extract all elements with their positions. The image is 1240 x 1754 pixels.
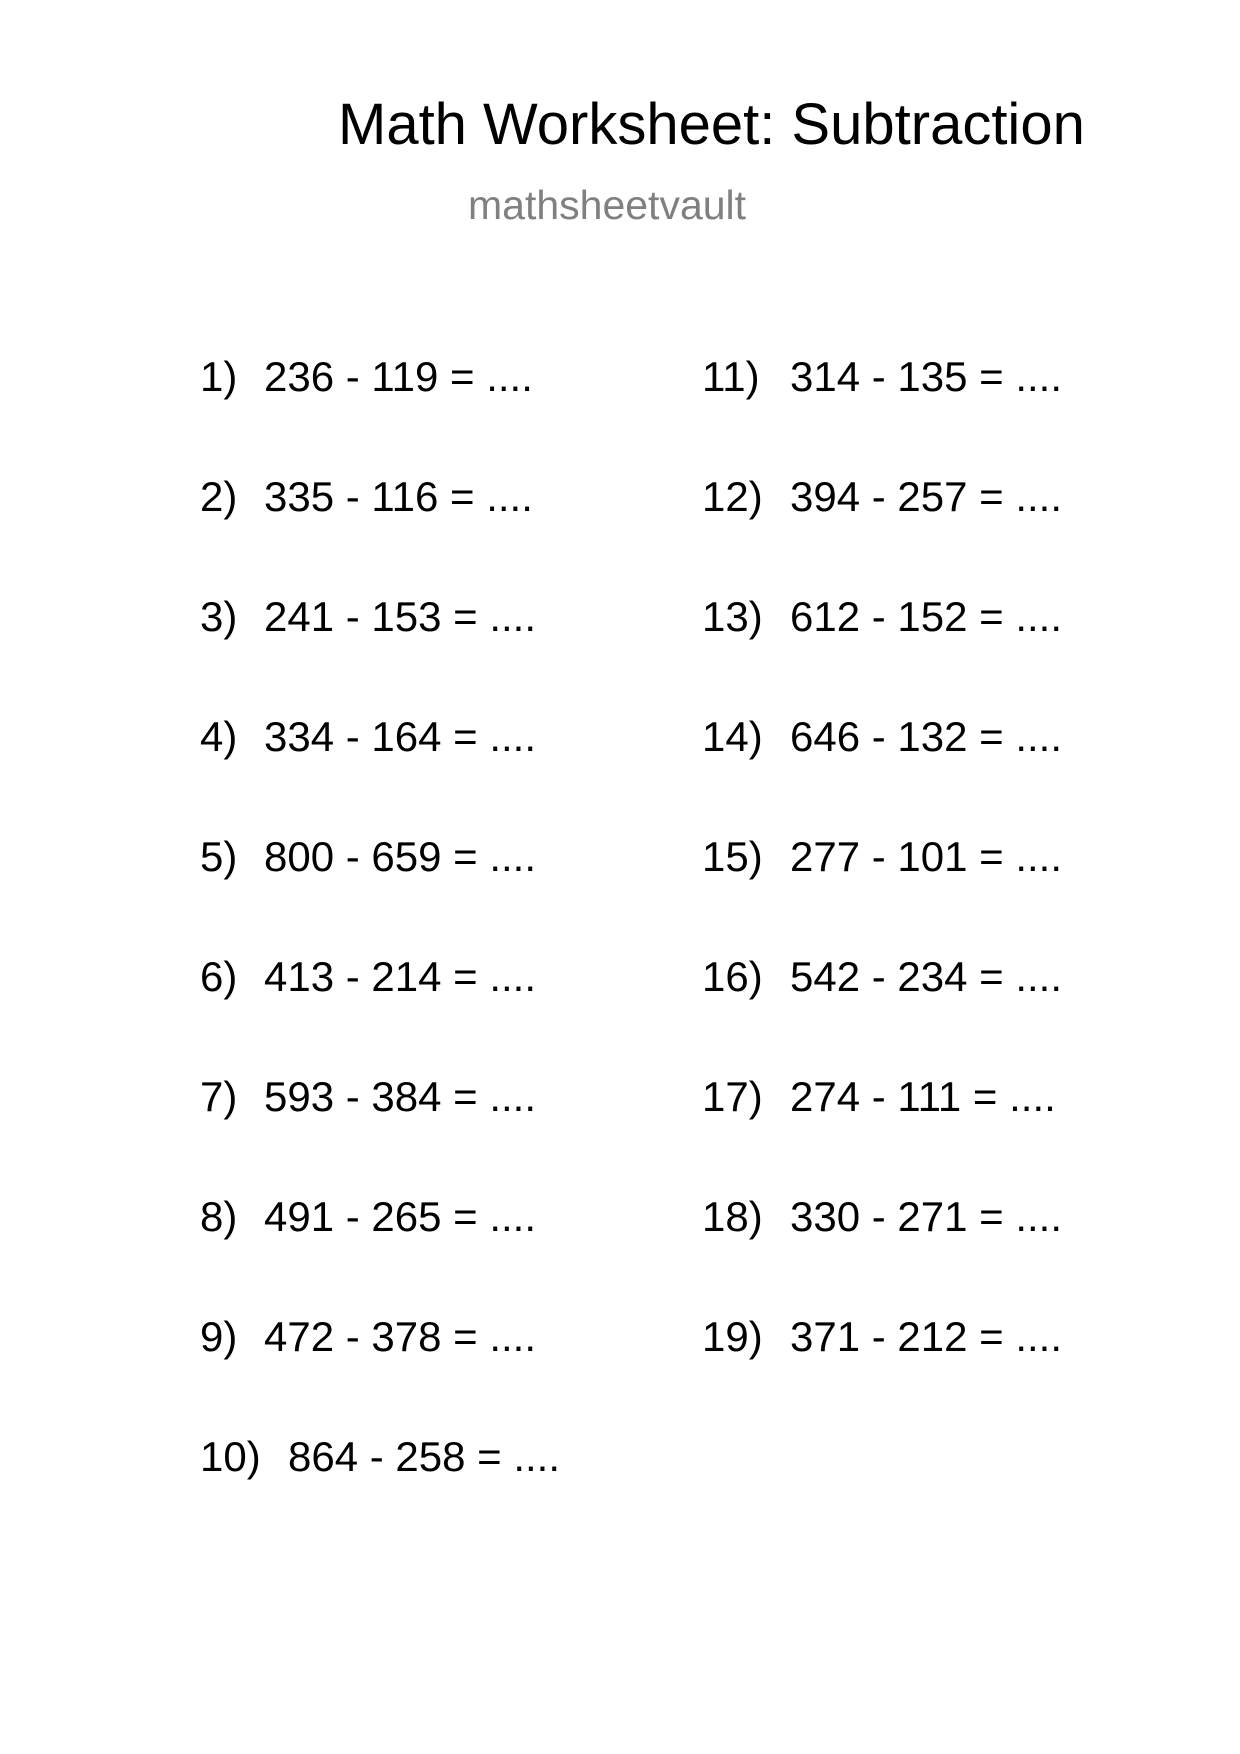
problem-2 [200,473,533,520]
problem-expression: 491 - 265 = .... [264,1193,537,1240]
problem-expression: 864 - 258 = .... [288,1433,561,1480]
problem-1 [200,353,533,400]
problem-expression: 236 - 119 = .... [264,353,533,400]
problem-number: 6) [200,953,238,1000]
problem-expression: 314 - 135 = .... [790,353,1063,400]
problem-number: 12) [702,473,763,520]
problem-expression: 274 - 111 = .... [790,1073,1056,1120]
problem-12 [702,473,1063,520]
problem-number: 11) [702,353,760,400]
problem-expression: 800 - 659 = .... [264,833,537,880]
problem-13 [702,593,1063,640]
problem-number: 1) [200,353,238,400]
problem-expression: 413 - 214 = .... [264,953,537,1000]
problem-number: 3) [200,593,238,640]
problem-number: 7) [200,1073,238,1120]
problem-expression: 394 - 257 = .... [790,473,1063,520]
problem-11 [702,353,1063,400]
problem-number: 2) [200,473,238,520]
problem-number: 9) [200,1313,238,1360]
problem-4 [200,713,537,760]
worksheet-subtitle: mathsheetvault [468,182,747,228]
problem-5 [200,833,537,880]
problem-16 [702,953,1063,1000]
problem-expression: 334 - 164 = .... [264,713,537,760]
problem-expression: 593 - 384 = .... [264,1073,537,1120]
problem-3 [200,593,537,640]
problem-expression: 371 - 212 = .... [790,1313,1063,1360]
worksheet-title: Math Worksheet: Subtraction [338,92,1085,157]
problem-7 [200,1073,537,1120]
problem-number: 14) [702,713,763,760]
problem-19 [702,1313,1063,1360]
problem-number: 8) [200,1193,238,1240]
problem-expression: 241 - 153 = .... [264,593,537,640]
problem-expression: 277 - 101 = .... [790,833,1063,880]
problem-8 [200,1193,537,1240]
problem-expression: 542 - 234 = .... [790,953,1063,1000]
problem-18 [702,1193,1063,1240]
problem-number: 10) [200,1433,261,1480]
problem-number: 16) [702,953,763,1000]
problem-number: 13) [702,593,763,640]
problem-6 [200,953,537,1000]
problem-15 [702,833,1063,880]
problem-expression: 330 - 271 = .... [790,1193,1063,1240]
problem-number: 4) [200,713,238,760]
problem-10 [200,1433,561,1480]
problem-number: 15) [702,833,763,880]
problem-expression: 472 - 378 = .... [264,1313,537,1360]
problem-number: 19) [702,1313,763,1360]
problem-number: 17) [702,1073,763,1120]
problem-number: 5) [200,833,238,880]
problem-expression: 612 - 152 = .... [790,593,1063,640]
problem-expression: 646 - 132 = .... [790,713,1063,760]
problem-17 [702,1073,1056,1120]
problem-14 [702,713,1063,760]
problem-9 [200,1313,537,1360]
problem-number: 18) [702,1193,763,1240]
problem-expression: 335 - 116 = .... [264,473,533,520]
